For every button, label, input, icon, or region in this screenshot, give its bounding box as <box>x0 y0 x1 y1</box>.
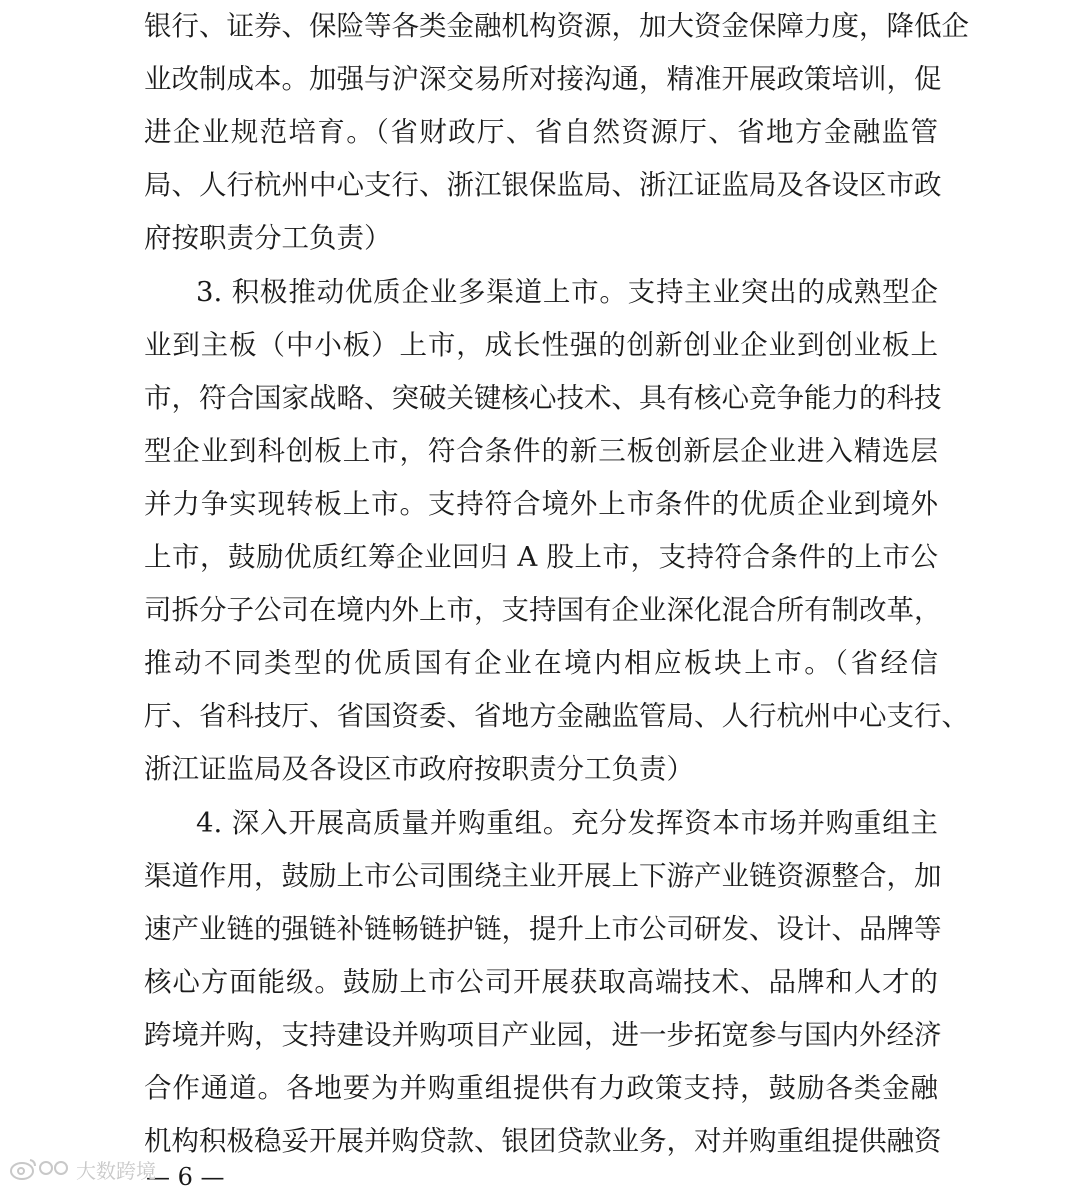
body-text-line-7: 业到主板（中小板）上市，成长性强的创新创业企业到创业板上 <box>144 329 938 361</box>
body-text-line-10: 并力争实现转板上市。支持符合境外上市条件的优质企业到境外 <box>144 488 938 520</box>
body-text-line-13: 推动不同类型的优质国有企业在境内相应板块上市。（省经信 <box>144 647 938 679</box>
body-text-line-8: 市，符合国家战略、突破关键核心技术、具有核心竞争能力的科技 <box>144 382 942 414</box>
body-text-line-1: 银行、证券、保险等各类金融机构资源，加大资金保障力度，降低企 <box>144 10 969 42</box>
body-text-line-11: 上市，鼓励优质红筹企业回归 A 股上市，支持符合条件的上市公 <box>144 541 938 573</box>
body-text-line-18: 速产业链的强链补链畅链护链，提升上市公司研发、设计、品牌等 <box>144 913 942 945</box>
watermark-text: 大数跨境 <box>76 1158 156 1183</box>
body-text-line-3: 进企业规范培育。（省财政厅、省自然资源厅、省地方金融监管 <box>144 116 938 148</box>
body-text-line-14: 厅、省科技厅、省国资委、省地方金融监管局、人行杭州中心支行、 <box>144 700 969 732</box>
body-text-line-21: 合作通道。各地要为并购重组提供有力政策支持，鼓励各类金融 <box>144 1072 938 1104</box>
body-text-line-15: 浙江证监局及各设区市政府按职责分工负责） <box>144 753 694 785</box>
body-text-line-20: 跨境并购，支持建设并购项目产业园，进一步拓宽参与国内外经济 <box>144 1019 942 1051</box>
body-text-line-4: 局、人行杭州中心支行、浙江银保监局、浙江证监局及各设区市政 <box>144 169 942 201</box>
body-text-line-12: 司拆分子公司在境内外上市，支持国有企业深化混合所有制改革， <box>144 594 942 626</box>
watermark <box>8 1154 156 1184</box>
body-text-line-17: 渠道作用，鼓励上市公司围绕主业开展上下游产业链资源整合，加 <box>144 860 942 892</box>
weibo-logo-icon <box>8 1154 72 1184</box>
body-text-line-5: 府按职责分工负责） <box>144 222 392 254</box>
body-text-line-22: 机构积极稳妥开展并购贷款、银团贷款业务，对并购重组提供融资 <box>144 1125 942 1157</box>
section-4-heading-line: 4. 深入开展高质量并购重组。充分发挥资本市场并购重组主 <box>196 807 938 839</box>
body-text-line-19: 核心方面能级。鼓励上市公司开展获取高端技术、品牌和人才的 <box>144 966 938 998</box>
body-text-line-2: 业改制成本。加强与沪深交易所对接沟通，精准开展政策培训，促 <box>144 63 942 95</box>
section-3-heading-line: 3. 积极推动优质企业多渠道上市。支持主业突出的成熟型企 <box>196 276 938 308</box>
page-number: — 6 — <box>146 1163 225 1191</box>
body-text-line-9: 型企业到科创板上市，符合条件的新三板创新层企业进入精选层 <box>144 435 938 467</box>
